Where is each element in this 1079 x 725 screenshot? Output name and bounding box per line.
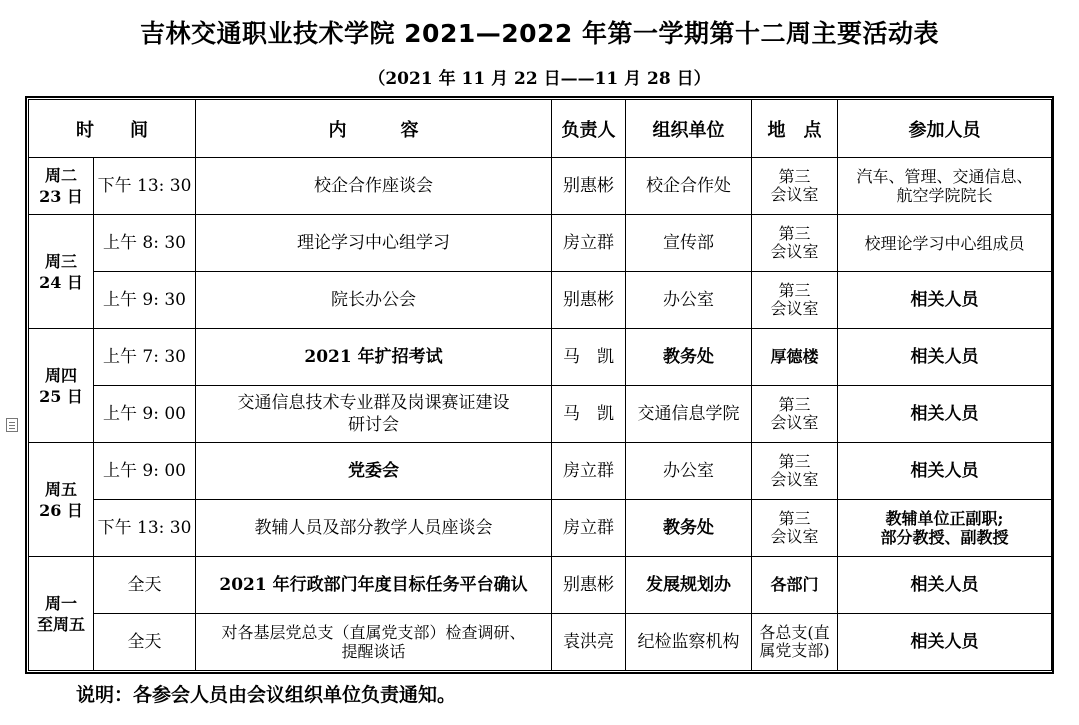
- participants-cell: 汽车、管理、交通信息、 航空学院院长: [838, 158, 1052, 215]
- person-cell: 别惠彬: [552, 158, 626, 215]
- org-cell: 办公室: [626, 272, 752, 329]
- participants-cell: 相关人员: [838, 386, 1052, 443]
- activity-table: [28, 99, 1052, 671]
- day-cell: 周三 24 日: [29, 215, 94, 329]
- time-cell: 上午 7: 30: [94, 329, 196, 386]
- time-cell: 全天: [94, 557, 196, 614]
- table-row: [29, 557, 1052, 614]
- participants-cell: 相关人员: [838, 557, 1052, 614]
- content-cell: 院长办公会: [196, 272, 552, 329]
- header-place: 地 点: [752, 100, 838, 158]
- document-icon: [6, 418, 18, 432]
- person-cell: 别惠彬: [552, 272, 626, 329]
- content-cell: 理论学习中心组学习: [196, 215, 552, 272]
- header-row: [29, 100, 1052, 158]
- table-row: [29, 215, 1052, 272]
- org-cell: 校企合作处: [626, 158, 752, 215]
- table-row: [29, 614, 1052, 671]
- place-cell: 各总支(直 属党支部): [752, 614, 838, 671]
- participants-cell: 相关人员: [838, 329, 1052, 386]
- time-cell: 上午 9: 00: [94, 386, 196, 443]
- header-person: 负责人: [552, 100, 626, 158]
- table-row: [29, 443, 1052, 500]
- day-cell: 周五 26 日: [29, 443, 94, 557]
- content-cell: 2021 年行政部门年度目标任务平台确认: [196, 557, 552, 614]
- page-title: 吉林交通职业技术学院 2021—2022 年第一学期第十二周主要活动表: [139, 19, 940, 48]
- org-cell: 纪检监察机构: [626, 614, 752, 671]
- participants-cell: 教辅单位正副职; 部分教授、副教授: [838, 500, 1052, 557]
- header-time: 时 间: [29, 100, 196, 158]
- header-org: 组织单位: [626, 100, 752, 158]
- participants-cell: 相关人员: [838, 614, 1052, 671]
- org-cell: 教务处: [626, 500, 752, 557]
- footnote: 说明：各参会人员由会议组织单位负责通知。: [76, 684, 457, 706]
- participants-cell: 相关人员: [838, 272, 1052, 329]
- place-cell: 第三 会议室: [752, 158, 838, 215]
- content-cell: 2021 年扩招考试: [196, 329, 552, 386]
- person-cell: 房立群: [552, 443, 626, 500]
- day-cell: 周一 至周五: [29, 557, 94, 671]
- org-cell: 宣传部: [626, 215, 752, 272]
- person-cell: 房立群: [552, 215, 626, 272]
- person-cell: 房立群: [552, 500, 626, 557]
- person-cell: 马 凯: [552, 329, 626, 386]
- person-cell: 袁洪亮: [552, 614, 626, 671]
- time-cell: 上午 8: 30: [94, 215, 196, 272]
- org-cell: 发展规划办: [626, 557, 752, 614]
- table-row: [29, 500, 1052, 557]
- time-cell: 上午 9: 30: [94, 272, 196, 329]
- day-cell: 周二 23 日: [29, 158, 94, 215]
- header-participants: 参加人员: [838, 100, 1052, 158]
- time-cell: 下午 13: 30: [94, 500, 196, 557]
- place-cell: 第三 会议室: [752, 500, 838, 557]
- person-cell: 别惠彬: [552, 557, 626, 614]
- person-cell: 马 凯: [552, 386, 626, 443]
- header-content: 内 容: [196, 100, 552, 158]
- place-cell: 各部门: [752, 557, 838, 614]
- table-row: [29, 158, 1052, 215]
- place-cell: 第三 会议室: [752, 272, 838, 329]
- content-cell: 教辅人员及部分教学人员座谈会: [196, 500, 552, 557]
- content-cell: 党委会: [196, 443, 552, 500]
- date-range: （2021 年 11 月 22 日——11 月 28 日）: [368, 69, 711, 89]
- content-cell: 校企合作座谈会: [196, 158, 552, 215]
- table-row: [29, 272, 1052, 329]
- time-cell: 下午 13: 30: [94, 158, 196, 215]
- participants-cell: 校理论学习中心组成员: [838, 215, 1052, 272]
- place-cell: 第三 会议室: [752, 443, 838, 500]
- content-cell: 交通信息技术专业群及岗课赛证建设 研讨会: [196, 386, 552, 443]
- org-cell: 办公室: [626, 443, 752, 500]
- content-cell: 对各基层党总支（直属党支部）检查调研、 提醒谈话: [196, 614, 552, 671]
- place-cell: 第三 会议室: [752, 215, 838, 272]
- time-cell: 上午 9: 00: [94, 443, 196, 500]
- day-cell: 周四 25 日: [29, 329, 94, 443]
- place-cell: 第三 会议室: [752, 386, 838, 443]
- place-cell: 厚德楼: [752, 329, 838, 386]
- org-cell: 教务处: [626, 329, 752, 386]
- table-row: [29, 329, 1052, 386]
- participants-cell: 相关人员: [838, 443, 1052, 500]
- time-cell: 全天: [94, 614, 196, 671]
- org-cell: 交通信息学院: [626, 386, 752, 443]
- table-row: [29, 386, 1052, 443]
